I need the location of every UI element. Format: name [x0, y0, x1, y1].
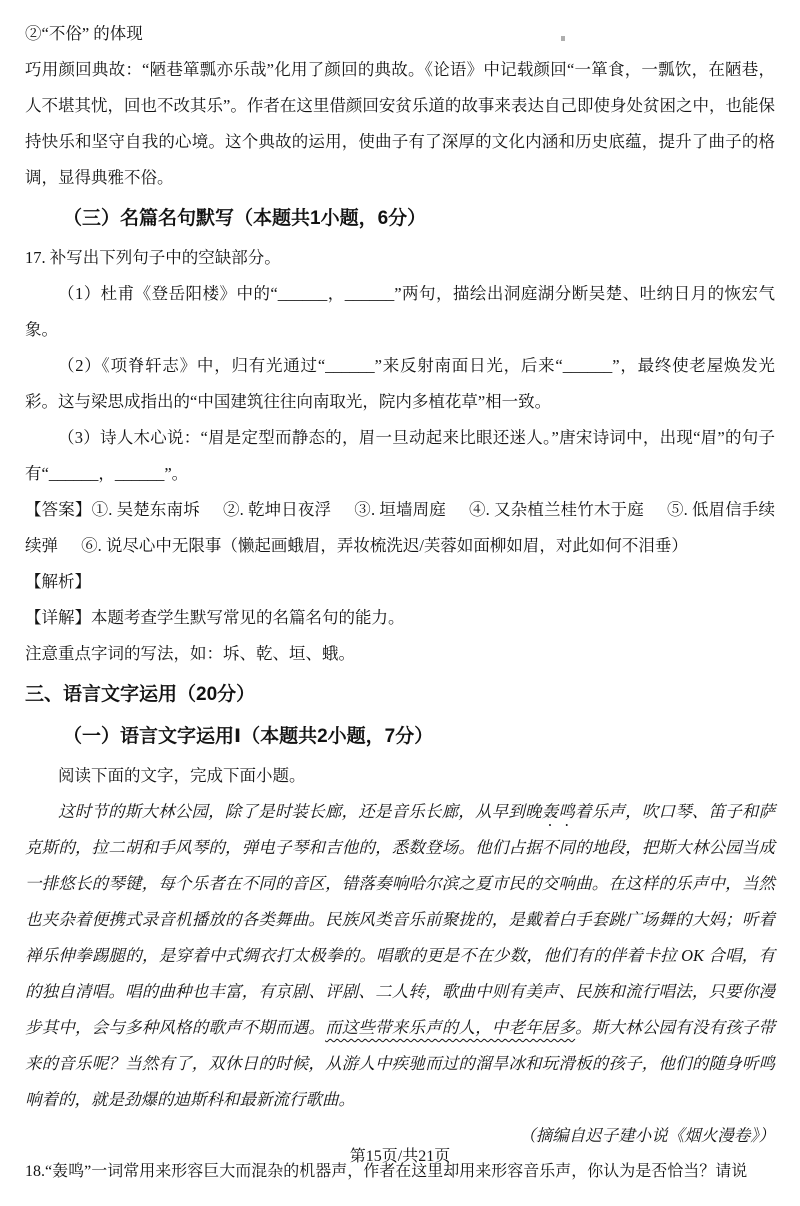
question-17-item-1: （1）杜甫《登岳阳楼》中的“______，______”两句，描绘出洞庭湖分断吴楚、吐纳日月的恢宏气象。	[25, 284, 775, 339]
answer-item: ④. 又杂植兰桂竹木于庭	[469, 500, 644, 519]
question-17-stem: 17. 补写出下列句子中的空缺部分。	[25, 248, 281, 267]
question-17-item-2: （2）《项脊轩志》中，归有光通过“______”来反射南面日光，后来“______”，最终使老屋焕发光彩。这与梁思成指出的“中国建筑往往向南取光，院内多植花草”相一致。	[25, 356, 775, 411]
question-18-stem: 18.“轰鸣”一词常用来形容巨大而混杂的机器声，作者在这里却用来形容音乐声，你认为是否恰当？请说	[25, 1163, 748, 1180]
passage-part-1: 这时节的斯大林公园，除了是时装长廊，还是音乐长廊，从早到晚	[58, 802, 542, 821]
point2-body: 巧用颜回典故：“陋巷箪瓢亦乐哉”化用了颜回的典故。《论语》中记载颜回“一箪食，一瓢饮，在陋巷，人不堪其忧，回也不改其乐”。作者在这里借颜回安贫乐道的故事来表达自己即使身处贫困之中，也能保持快乐和坚守自我的心境。这个典故的运用，使曲子有了深厚的文化内涵和历史底蕴，提升了曲子的格调，显得典雅不俗。	[25, 60, 775, 187]
reading-instruction: 阅读下面的文字，完成下面小题。	[58, 766, 306, 785]
answer-item: ⑥. 说尽心中无限事（懒起画蛾眉，弄妆梳洗迟/芙蓉如面柳如眉，对此如何不泪垂）	[81, 536, 688, 555]
answer-label: 【答案】	[25, 500, 92, 519]
section-heading-dictation: （三）名篇名句默写（本题共1小题，6分）	[63, 208, 427, 229]
reading-passage	[25, 794, 775, 1118]
answer-items	[25, 500, 775, 555]
passage-emphasized-word: 轰鸣	[541, 802, 576, 821]
answer-item: ①. 吴楚东南坼	[91, 500, 200, 519]
passage-underlined-sentence: 而这些带来乐声的人，中老年居多	[325, 1018, 576, 1037]
answer-line	[25, 492, 775, 564]
analysis-label: 【解析】	[25, 572, 91, 591]
note-line: 注意重点字词的写法，如：坼、乾、垣、蛾。	[25, 644, 355, 663]
question-17-item-3: （3）诗人木心说：“眉是定型而静态的，眉一旦动起来比眼还迷人。”唐宋诗词中，出现“眉”的句子有“______，______”。	[25, 428, 775, 483]
section-subheading-language-1: （一）语言文字运用Ⅰ（本题共2小题，7分）	[63, 726, 434, 747]
answer-item: ③. 垣墙周庭	[354, 500, 446, 519]
detail-line: 【详解】本题考查学生默写常见的名篇名句的能力。	[25, 608, 405, 627]
point2-heading: ②“不俗” 的体现	[25, 24, 143, 43]
passage-part-2: 着乐声，吹口琴、笛子和萨克斯的，拉二胡和手风琴的，弹电子琴和吉他的，悉数登场。他们占据不同的地段，把斯大林公园当成一排悠长的琴键，每个乐者在不同的音区，错落奏响哈尔滨之夏市民的交响曲。在这样的乐声中，当然也夹杂着便携式录音机播放的各类舞曲。民族风类音乐前聚拢的，是戴着白手套跳广场舞的大妈；听着禅乐伸拳踢腿的，是穿着中式绸衣打太极拳的。唱歌的更是不在少数，他们有的伴着卡拉 OK 合唱，有的独自清唱。唱的曲种也丰富，有京剧、评剧、二人转，歌曲中则有美声、民族和流行唱法，只要你漫步其中，会与多种风格的歌声不期而遇。	[25, 802, 776, 1037]
answer-item: ⑤. 低眉信手续续弹	[25, 500, 776, 555]
passage-attribution: （摘编自迟子建小说《烟火漫卷》）	[519, 1126, 775, 1145]
scan-artifact-dot	[561, 36, 565, 41]
page-footer: 第15页/共21页	[349, 1148, 451, 1165]
section-heading-language: 三、语言文字运用（20分）	[25, 684, 256, 705]
passage-part-3: 。斯大林公园有没有孩子带来的音乐呢？当然有了，双休日的时候，从游人中疾驰而过的溜旱冰和玩滑板的孩子，他们的随身听鸣响着的，就是劲爆的迪斯科和最新流行歌曲。	[25, 1018, 776, 1109]
answer-item: ②. 乾坤日夜浮	[222, 500, 332, 519]
